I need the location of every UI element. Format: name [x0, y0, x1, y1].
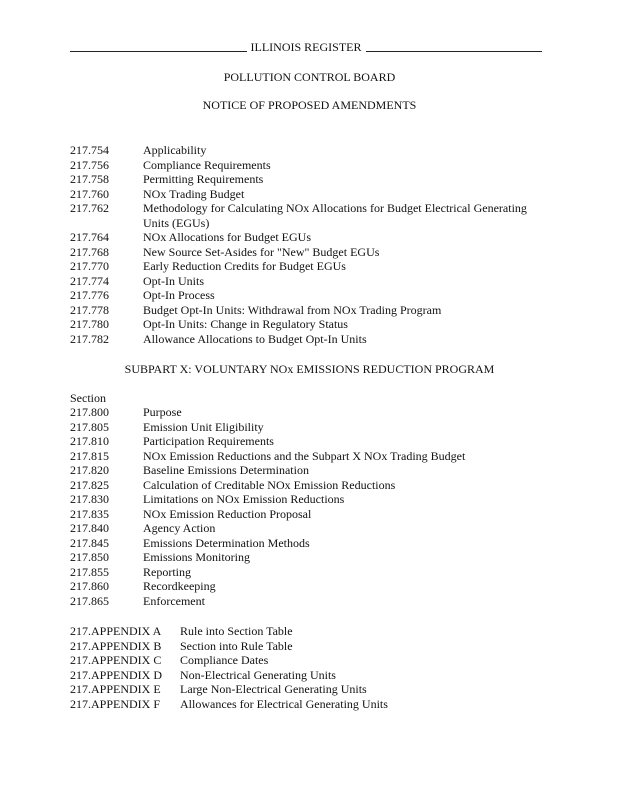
section-title: Opt-In Units — [143, 273, 204, 288]
section-number: 217.758 — [70, 172, 109, 186]
section-number: 217.756 — [70, 157, 109, 172]
section-title: Applicability — [143, 143, 207, 157]
section-number: 217.764 — [70, 230, 109, 244]
section-title: Calculation of Creditable NOx Emission Reductions — [143, 477, 396, 492]
section-title: Allowance Allocations to Budget Opt-In Units — [143, 331, 367, 346]
section-number: 217.770 — [70, 259, 109, 273]
section-title: Budget Opt-In Units: Withdrawal from NOx Trading Program — [143, 302, 442, 317]
section-title: Compliance Requirements — [143, 157, 271, 172]
section-number: 217.782 — [70, 331, 109, 346]
section-title: NOx Allocations for Budget EGUs — [143, 230, 311, 244]
section-number: 217.778 — [70, 302, 109, 317]
section-number: 217.APPENDIX B — [70, 638, 162, 653]
section-number: 217.815 — [70, 448, 109, 463]
section-title: Emission Unit Eligibility — [143, 419, 264, 434]
section-title: Compliance Dates — [180, 653, 269, 667]
section-number: 217.760 — [70, 186, 109, 201]
section-title: Allowances for Electrical Generating Units — [180, 696, 388, 711]
section-title: Agency Action — [143, 521, 216, 535]
section-number: 217.APPENDIX A — [70, 624, 162, 638]
section-title: NOx Emission Reductions and the Subpart X NOx Trading Budget — [143, 448, 466, 463]
section-number: 217.APPENDIX C — [70, 653, 162, 667]
section-title: Methodology for Calculating NOx Allocations for Budget Electrical Generating Units (EGUs) — [143, 201, 527, 230]
section-title: Emissions Determination Methods — [143, 535, 310, 550]
section-title: NOx Trading Budget — [143, 186, 245, 201]
section-number: 217.840 — [70, 521, 109, 535]
register-title: ILLINOIS REGISTER — [247, 40, 366, 54]
section-number: 217.865 — [70, 593, 109, 608]
section-title: Early Reduction Credits for Budget EGUs — [143, 259, 346, 273]
section-title: Permitting Requirements — [143, 172, 264, 186]
section-number: 217.762 — [70, 201, 109, 215]
section-number: 217.APPENDIX D — [70, 667, 163, 682]
section-number: 217.860 — [70, 579, 109, 593]
section-number: 217.810 — [70, 434, 109, 448]
section-number: 217.850 — [70, 550, 109, 564]
section-number: 217.754 — [70, 143, 109, 157]
section-title: Large Non-Electrical Generating Units — [180, 682, 367, 696]
section-title: New Source Set-Asides for "New" Budget EGUs — [143, 244, 380, 259]
section-title: Enforcement — [143, 593, 205, 608]
section-number: 217.805 — [70, 419, 109, 434]
register-header — [70, 40, 542, 54]
section-number: 217.APPENDIX F — [70, 696, 161, 711]
section-title: Section into Rule Table — [180, 638, 293, 653]
section-title: Reporting — [143, 564, 191, 579]
section-number: 217.855 — [70, 564, 109, 579]
section-number: 217.820 — [70, 463, 109, 477]
section-title: Emissions Monitoring — [143, 550, 251, 564]
section-number: 217.830 — [70, 492, 109, 506]
section-number: 217.825 — [70, 477, 109, 492]
section-title: Baseline Emissions Determination — [143, 463, 309, 477]
section-number: 217.768 — [70, 244, 109, 259]
notice-title: NOTICE OF PROPOSED AMENDMENTS — [202, 98, 417, 112]
section-title: Participation Requirements — [143, 434, 274, 448]
section-title: Opt-In Process — [143, 288, 215, 302]
section-title: NOx Emission Reduction Proposal — [143, 506, 312, 521]
section-number: 217.835 — [70, 506, 109, 521]
section-number: 217.774 — [70, 273, 109, 288]
board-title: POLLUTION CONTROL BOARD — [223, 70, 396, 84]
section-title: Limitations on NOx Emission Reductions — [143, 492, 345, 506]
section-label: Section — [70, 391, 106, 405]
section-number: 217.845 — [70, 535, 109, 550]
section-title: Recordkeeping — [143, 579, 216, 593]
section-number: 217.780 — [70, 317, 109, 331]
section-title: Non-Electrical Generating Units — [180, 667, 336, 682]
subpart-heading: SUBPART X: VOLUNTARY NOx EMISSIONS REDUCTION PROGRAM — [124, 362, 495, 376]
section-title: Purpose — [143, 405, 182, 419]
section-number: 217.776 — [70, 288, 109, 302]
section-title: Rule into Section Table — [180, 624, 293, 638]
section-number: 217.800 — [70, 405, 109, 419]
section-number: 217.APPENDIX E — [70, 682, 161, 696]
section-title: Opt-In Units: Change in Regulatory Status — [143, 317, 348, 331]
